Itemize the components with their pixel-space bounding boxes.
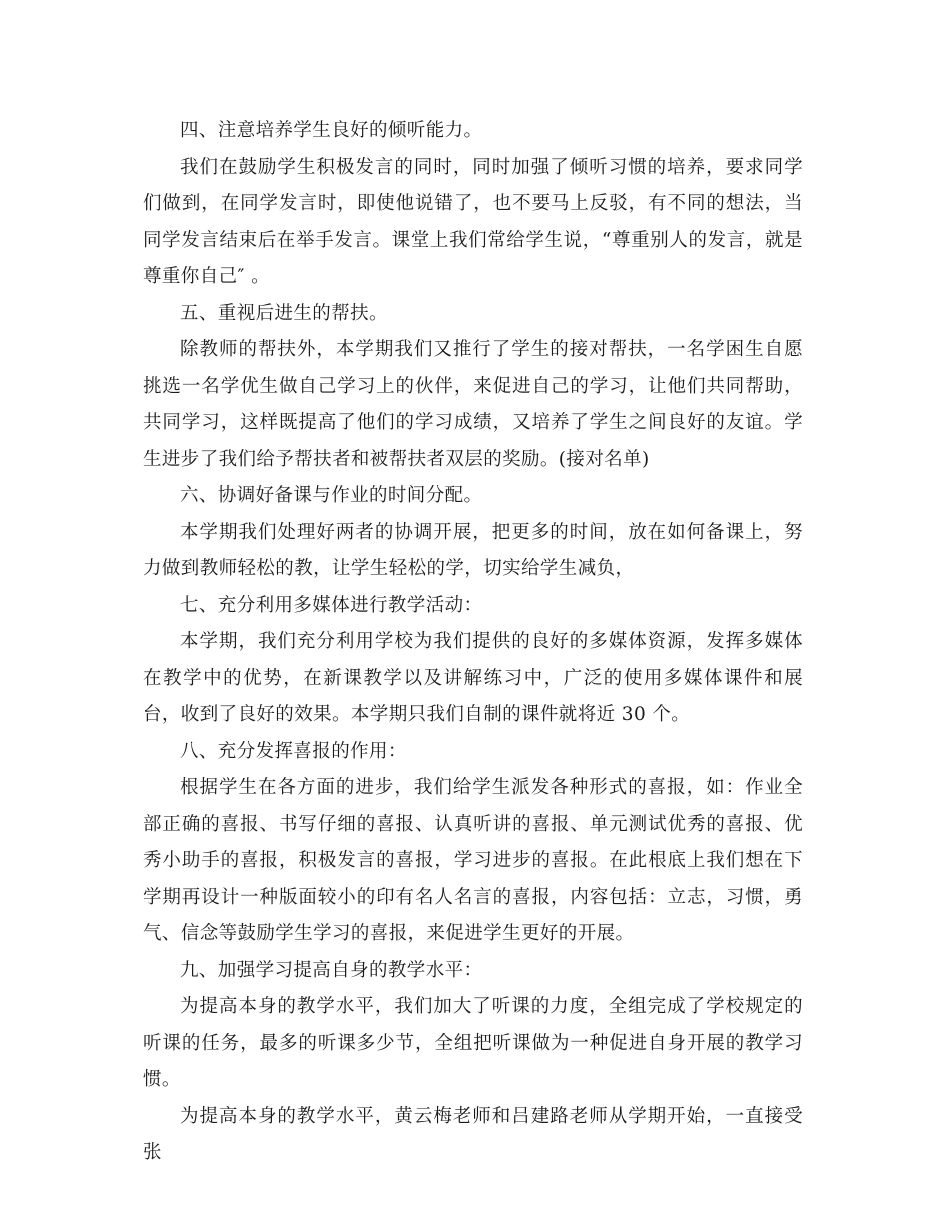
body-paragraph: 除教师的帮扶外，本学期我们又推行了学生的接对帮扶，一名学困生自愿挑选一名学优生做自己学习上的伙伴，来促进自己的学习，让他们共同帮助，共同学习，这样既提高了他们的学习成绩，又培养了学生之间良好的友谊。学生进步了我们给予帮扶者和被帮扶者双层的奖励。(接对名单) xyxy=(143,339,803,470)
body-paragraph: 本学期我们处理好两者的协调开展，把更多的时间，放在如何备课上，努力做到教师轻松的教，让学生轻松的学，切实给学生减负， xyxy=(143,521,803,579)
section-heading-9: 九、加强学习提高自身的教学水平： xyxy=(180,959,483,981)
body-paragraph: 根据学生在各方面的进步，我们给学生派发各种形式的喜报，如：作业全部正确的喜报、书写仔细的喜报、认真听讲的喜报、单元测试优秀的喜报、优秀小助手的喜报，积极发言的喜报，学习进步的喜报。在此根底上我们想在下学期再设计一种版面较小的印有名人名言的喜报，内容包括：立志，习惯，勇气、信念等鼓励学生学习的喜报，来促进学生更好的开展。 xyxy=(143,777,803,944)
section-heading-6: 六、协调好备课与作业的时间分配。 xyxy=(180,485,483,506)
body-paragraph: 本学期，我们充分利用学校为我们提供的良好的多媒体资源，发挥多媒体在教学中的优势，在新课教学以及讲解练习中，广泛的使用多媒体课件和展台，收到了良好的效果。本学期只我们自制的课件就将近 30 个。 xyxy=(143,631,803,725)
section-heading-8: 八、充分发挥喜报的作用： xyxy=(180,740,407,762)
section-heading-7: 七、充分利用多媒体进行教学活动： xyxy=(180,594,483,616)
document-body xyxy=(143,113,803,1172)
section-heading-4: 四、注意培养学生良好的倾听能力。 xyxy=(180,120,483,141)
body-paragraph: 为提高本身的教学水平，黄云梅老师和吕建路老师从学期开始，一直接受张 xyxy=(143,1105,803,1163)
body-paragraph: 为提高本身的教学水平，我们加大了听课的力度，全组完成了学校规定的听课的任务，最多的听课多少节，全组把听课做为一种促进自身开展的教学习惯。 xyxy=(143,996,803,1090)
body-paragraph: 我们在鼓励学生积极发言的同时，同时加强了倾听习惯的培养，要求同学们做到，在同学发言时，即使他说错了，也不要马上反驳，有不同的想法，当同学发言结束后在举手发言。课堂上我们常给学生说，“尊重别人的发言，就是尊重你自己″ 。 xyxy=(143,156,803,287)
section-heading-5: 五、重视后进生的帮扶。 xyxy=(180,302,388,324)
